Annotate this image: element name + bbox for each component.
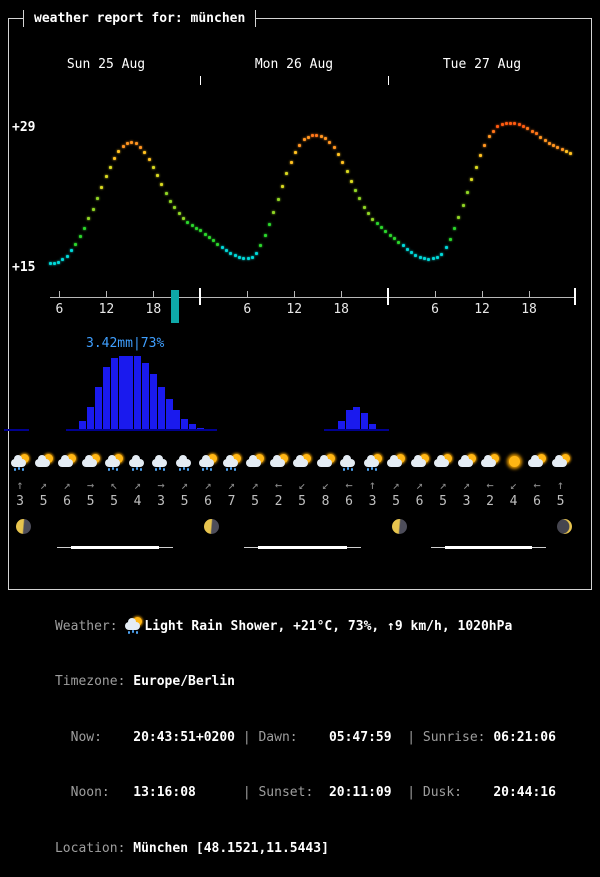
sun-behind-rain-cloud-icon (199, 454, 217, 471)
report-footer (8, 596, 556, 877)
wind-direction-arrow: ↗ (204, 478, 212, 492)
wind-direction-arrow: ↗ (462, 478, 471, 492)
rain-cloud-icon (152, 454, 170, 471)
temp-dot (234, 254, 237, 257)
wind-speed-value: 6 (415, 494, 424, 509)
precip-bar (87, 407, 94, 431)
timezone-value: Europe/Berlin (133, 674, 235, 689)
temp-dot (449, 238, 452, 241)
location-label: Location: (54, 840, 134, 856)
temp-dot (350, 180, 353, 183)
temp-dot (109, 166, 112, 169)
precip-baseline (324, 429, 389, 431)
temp-dot (410, 251, 413, 254)
sun-behind-rain-cloud-icon (125, 617, 142, 632)
sun-behind-cloud-icon (293, 454, 311, 471)
axis-tick (247, 291, 248, 298)
temp-dot (496, 125, 499, 128)
precip-bar (346, 410, 353, 431)
axis-tick-label: 12 (474, 302, 490, 317)
day-boundary-tick (388, 76, 389, 85)
wind-direction-arrow: ↙ (321, 478, 330, 492)
axis-tick (106, 291, 107, 298)
temp-dot (376, 222, 379, 225)
sun-behind-rain-cloud-icon (223, 454, 241, 471)
rain-cloud-icon (129, 454, 147, 471)
weather-summary-line (8, 596, 556, 655)
dawn-value: 05:47:59 (328, 729, 400, 745)
sunrise-label: Sunrise: (422, 729, 494, 745)
precip-bar (150, 374, 157, 431)
wind-direction-arrow: ↗ (180, 478, 189, 492)
wind-speed-value: 3 (368, 494, 377, 509)
temp-dot (126, 142, 129, 145)
moon-phase-icon (204, 519, 219, 534)
axis-day-tick (574, 288, 576, 305)
axis-tick-label: 18 (521, 302, 537, 317)
precip-bar (353, 407, 360, 431)
temp-dot (74, 243, 77, 246)
axis-tick-label: 12 (98, 302, 115, 317)
temp-dot (178, 212, 181, 215)
axis-tick (59, 291, 60, 298)
wind-direction-arrow: ↗ (392, 478, 400, 492)
temp-dot (182, 217, 185, 220)
dusk-label: Dusk: (422, 785, 494, 800)
precipitation-peak-label: 3.42mm|73% (86, 336, 165, 351)
temp-dot (561, 148, 564, 151)
temp-dot (221, 246, 224, 249)
temp-dot (165, 192, 168, 195)
wind-direction-arrow: ↖ (110, 478, 118, 492)
now-value: 20:43:51+0200 (133, 729, 235, 745)
separator: | (399, 785, 423, 800)
wind-direction-arrow: → (86, 478, 95, 492)
temp-dot (320, 135, 323, 138)
temp-dot (488, 135, 491, 138)
wind-speed-value: 3 (157, 494, 165, 509)
sun-behind-cloud-icon (270, 454, 288, 471)
sunset-label: Sunset: (258, 785, 329, 800)
temp-dot (57, 261, 60, 264)
axis-tick-label: 6 (431, 302, 439, 317)
wind-speed-value: 5 (298, 494, 306, 509)
precip-bar (166, 399, 173, 431)
wind-speed-value: 4 (509, 494, 518, 509)
wind-speed-value: 2 (486, 494, 494, 509)
axis-tick (294, 291, 295, 298)
day-boundary-tick (200, 76, 201, 85)
sun-behind-cloud-icon (317, 454, 335, 471)
wind-speed-value: 5 (439, 494, 447, 509)
moon-phase-icon (392, 519, 407, 534)
temp-dot (208, 236, 211, 239)
axis-tick (529, 291, 530, 298)
temp-dot (341, 161, 344, 164)
precip-bar (111, 358, 118, 431)
wind-direction-arrow: ↗ (227, 478, 236, 492)
temp-dot (242, 257, 245, 260)
temp-dot (307, 136, 310, 139)
weather-value: Light Rain Shower, +21°C, 73%, ↑9 km/h, 1020hPa (144, 618, 513, 634)
sunset-value: 20:11:09 (328, 785, 400, 800)
wind-direction-arrow: ← (345, 478, 353, 492)
dusk-value: 20:44:16 (493, 785, 556, 800)
temp-dot (419, 256, 422, 259)
temp-dot (135, 142, 138, 145)
temp-dot (169, 200, 172, 203)
noon-sunset-dusk-line (8, 766, 556, 822)
axis-day-tick (199, 288, 201, 305)
report-title: weather report for: münchen (23, 10, 256, 27)
axis-tick (341, 291, 342, 298)
temp-dot (225, 249, 228, 252)
temp-dot (565, 150, 568, 153)
temp-dot (397, 241, 400, 244)
wind-speed-value: 4 (133, 494, 142, 509)
sun-behind-cloud-icon (387, 454, 405, 471)
precip-bar (119, 356, 126, 431)
weather-label: Weather: (54, 618, 126, 634)
temp-dot (475, 166, 478, 169)
wind-speed-value: 8 (321, 494, 330, 509)
sun-behind-cloud-icon (528, 454, 546, 471)
sun-behind-cloud-icon (246, 454, 264, 471)
wind-speed-value: 5 (556, 494, 565, 509)
temp-dot (406, 248, 409, 251)
temp-dot (229, 252, 232, 255)
wind-direction-arrow: ↗ (39, 478, 48, 492)
sun-behind-cloud-icon (58, 454, 76, 471)
day-header-sun: Sun 25 Aug (66, 57, 146, 72)
location-value: München [48.1521,11.5443] (133, 840, 329, 856)
temp-dot (83, 227, 86, 230)
temp-dot (96, 197, 99, 200)
wind-direction-arrow: ↙ (298, 478, 306, 492)
sun-behind-cloud-icon (411, 454, 429, 471)
temp-dot (548, 142, 551, 145)
axis-tick-label: 18 (145, 302, 162, 317)
wind-speed-value: 6 (63, 494, 71, 509)
temp-dot (389, 234, 392, 237)
now-marker (171, 290, 179, 323)
temp-dot (79, 235, 82, 238)
wind-direction-arrow: ↑ (368, 478, 377, 492)
temp-dot (53, 262, 56, 265)
precip-bar (134, 356, 141, 431)
temp-dot (49, 262, 52, 265)
temp-dot (436, 256, 439, 259)
location-line (8, 821, 556, 877)
temp-dot (466, 191, 469, 194)
precip-bar (142, 363, 149, 431)
wind-direction-arrow: ← (533, 478, 541, 492)
temp-dot (445, 246, 448, 249)
moon-phase-icon (557, 519, 572, 534)
moon-phase-icon (16, 519, 31, 534)
wind-direction-arrow: ↗ (63, 478, 71, 492)
temp-dot (324, 137, 327, 140)
sun-behind-cloud-icon (35, 454, 53, 471)
wind-direction-arrow: ← (274, 478, 283, 492)
wind-direction-arrow: ↑ (556, 478, 565, 492)
separator: | (399, 729, 423, 745)
temp-dot (509, 122, 512, 125)
sunrise-value: 06:21:06 (493, 729, 556, 745)
timezone-label: Timezone: (54, 674, 134, 689)
precip-baseline (66, 429, 217, 431)
sun-behind-rain-cloud-icon (11, 454, 29, 471)
wind-direction-arrow: ↗ (439, 478, 447, 492)
temp-dot (380, 226, 383, 229)
temp-dot (122, 145, 125, 148)
wind-speed-value: 5 (180, 494, 189, 509)
temp-dot (371, 218, 374, 221)
wind-speed-value: 5 (39, 494, 48, 509)
temp-dot (139, 146, 142, 149)
precip-bar (158, 387, 165, 431)
axis-tick-label: 6 (55, 302, 64, 317)
temp-dot (216, 243, 219, 246)
temp-dot (204, 233, 207, 236)
temp-dot (522, 125, 525, 128)
temp-dot (539, 136, 542, 139)
temp-dot (505, 122, 508, 125)
temp-dot (544, 139, 547, 142)
temp-dot (569, 152, 572, 155)
daylight-span-line (57, 547, 173, 548)
temp-dot (251, 256, 254, 259)
temp-dot (247, 257, 250, 260)
temp-dot (363, 206, 366, 209)
sun-behind-rain-cloud-icon (105, 454, 123, 471)
day-header-mon: Mon 26 Aug (254, 57, 334, 72)
precip-bar (173, 410, 180, 431)
separator: | (235, 785, 259, 800)
temp-dot (367, 212, 370, 215)
temp-dot (333, 146, 336, 149)
temp-dot (518, 123, 521, 126)
wind-direction-arrow: ↗ (133, 478, 142, 492)
daylight-span-line (244, 547, 361, 548)
wind-speed-value: 3 (462, 494, 471, 509)
temp-dot (148, 158, 151, 161)
temp-dot (462, 204, 465, 207)
temp-dot (479, 154, 482, 157)
temp-dot (255, 252, 258, 255)
temp-dot (268, 223, 271, 226)
precip-baseline (4, 429, 30, 431)
temp-dot (427, 258, 430, 261)
wind-direction-arrow: ↑ (16, 478, 24, 492)
rain-cloud-icon (340, 454, 358, 471)
sun-behind-cloud-icon (458, 454, 476, 471)
wind-speed-value: 6 (533, 494, 541, 509)
temp-dot (294, 151, 297, 154)
sun-behind-cloud-icon (82, 454, 100, 471)
rain-cloud-icon (176, 454, 194, 471)
wind-speed-value: 7 (227, 494, 236, 509)
temp-dot (440, 253, 443, 256)
temp-dot (492, 130, 495, 133)
temp-dot (303, 138, 306, 141)
temp-dot (402, 244, 405, 247)
wind-speed-value: 5 (251, 494, 259, 509)
sun-behind-cloud-icon (481, 454, 499, 471)
axis-tick-label: 6 (243, 302, 252, 317)
noon-value: 13:16:08 (133, 785, 235, 800)
temp-dot (143, 151, 146, 154)
wind-direction-arrow: ← (486, 478, 494, 492)
axis-tick (435, 291, 436, 298)
precip-bar (126, 356, 133, 431)
wind-direction-arrow: ↙ (509, 478, 518, 492)
sun-behind-rain-cloud-icon (364, 454, 382, 471)
axis-day-tick (387, 288, 389, 305)
axis-tick-label: 12 (286, 302, 303, 317)
wind-speed-value: 2 (274, 494, 283, 509)
temp-dot (191, 224, 194, 227)
y-axis-label-max: +29 (12, 120, 36, 135)
axis-tick-label: 18 (333, 302, 350, 317)
wind-direction-arrow: → (157, 478, 165, 492)
temp-dot (195, 227, 198, 230)
wind-speed-value: 5 (392, 494, 400, 509)
time-axis (50, 297, 575, 298)
temp-dot (290, 161, 293, 164)
temp-dot (354, 189, 357, 192)
wind-direction-arrow: ↗ (251, 478, 259, 492)
temp-dot (337, 153, 340, 156)
now-label: Now: (54, 729, 134, 745)
axis-tick (153, 291, 154, 298)
axis-tick (482, 291, 483, 298)
precip-bar (95, 387, 102, 431)
temp-dot (531, 130, 534, 133)
noon-label: Noon: (54, 785, 134, 800)
daylight-span-line (431, 547, 546, 548)
wind-speed-value: 6 (345, 494, 353, 509)
now-dawn-sunrise-line (8, 710, 556, 766)
separator: | (235, 729, 259, 745)
wind-direction-arrow: ↗ (415, 478, 424, 492)
temp-dot (346, 170, 349, 173)
sun-behind-cloud-icon (552, 454, 570, 471)
sun-behind-cloud-icon (434, 454, 452, 471)
temp-dot (70, 249, 73, 252)
temp-dot (66, 255, 69, 258)
wind-speed-value: 3 (16, 494, 24, 509)
temp-dot (152, 166, 155, 169)
temp-dot (393, 237, 396, 240)
y-axis-label-min: +15 (12, 260, 36, 275)
temp-dot (238, 256, 241, 259)
temp-dot (432, 257, 435, 260)
timezone-line (8, 655, 556, 711)
precip-bar (103, 367, 110, 431)
wind-speed-value: 5 (86, 494, 95, 509)
temp-dot (186, 221, 189, 224)
temp-dot (264, 234, 267, 237)
temp-dot (298, 144, 301, 147)
temp-dot (92, 208, 95, 211)
temp-dot (501, 123, 504, 126)
sun-icon (505, 454, 523, 471)
day-header-tue: Tue 27 Aug (442, 57, 522, 72)
wind-speed-value: 5 (110, 494, 118, 509)
wind-speed-value: 6 (204, 494, 212, 509)
dawn-label: Dawn: (258, 729, 329, 745)
temp-dot (113, 157, 116, 160)
